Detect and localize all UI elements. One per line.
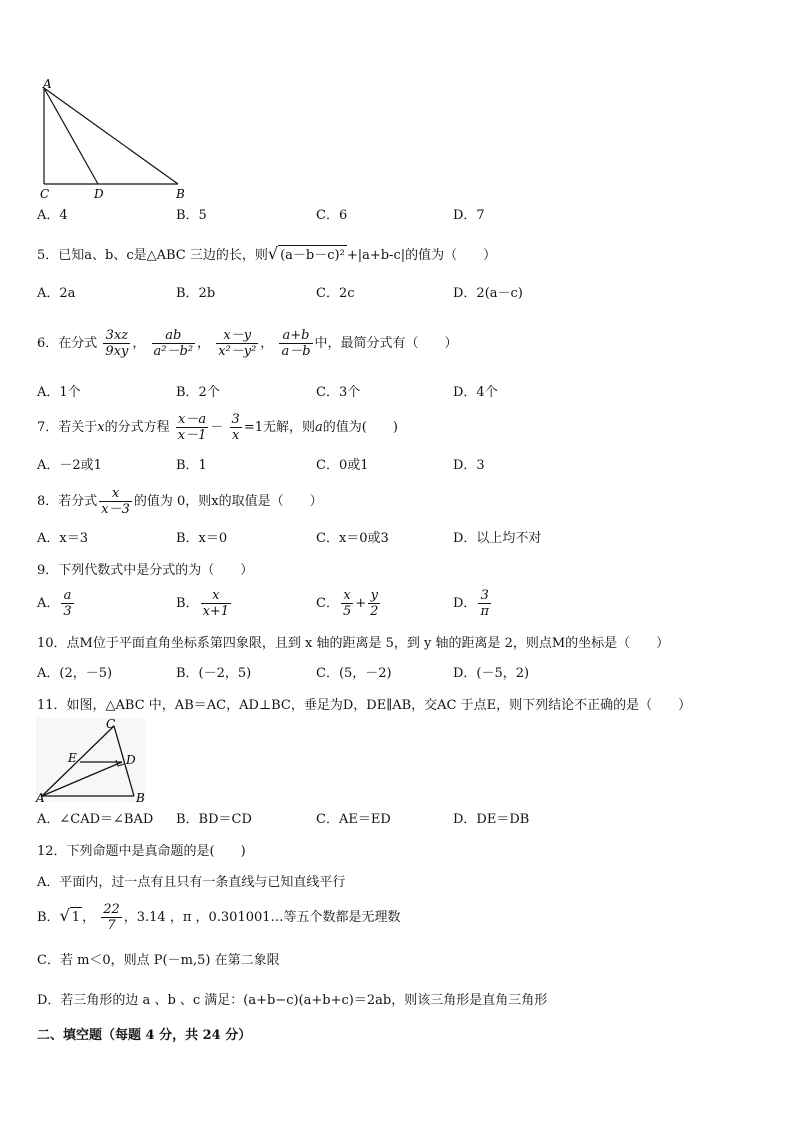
q6-option-a: A．1个 [37,385,81,400]
section-heading-fill-in: 二、填空题（每题 4 分，共 24 分） [37,1028,252,1043]
q10-stem: 10．点M位于平面直角坐标系第四象限，且到 x 轴的距离是 5，到 y 轴的距离是 2，则点M的坐标是（ ） [37,636,670,651]
triangle-figure-q4 [30,78,200,203]
q7-fraction-2: $\frac{3}{x}$ [231,412,240,443]
q8-option-b: B．x＝0 [176,531,228,546]
fig2-label-b: B [136,791,145,805]
q12-option-b: B．√ 1 ， $\frac{22}{7}$ ，3.14 ，π ，0.301001…等五个数都是无理数 [37,902,401,933]
q9-stem: 9．下列代数式中是分式的为（ ） [37,563,254,578]
q4-option-c: C．6 [316,208,348,223]
q11-stem: 11．如图，△ABC 中，AB＝AC，AD⊥BC，垂足为D，DE∥AB，交AC 于点E，则下列结论不正确的是（ ） [37,698,692,713]
q11-option-b: B．BD＝CD [176,812,252,827]
q6-fraction-3: $\frac{x-y}{\text{x²－y²}}$ [218,328,257,359]
q8-option-d: D．以上均不对 [453,531,542,546]
q7-option-c: C．0或1 [316,458,369,473]
q10-option-d: D．(－5，2) [453,666,530,681]
q8-option-a: A．x＝3 [37,531,88,546]
q7-option-a: A．－2或1 [37,458,102,473]
q4-option-d: D．7 [453,208,485,223]
q5-radicand: (a－b－c)² [278,245,347,266]
fig1-label-a: A [43,78,52,91]
q4-option-b: B．5 [176,208,207,223]
q6-fraction-4: $\frac{a+b}{a-b}$ [281,328,311,359]
q10-option-c: C．(5，－2) [316,666,392,681]
q7-stem: 7．若关于x的分式方程 $\frac{x-a}{x-1}$ － $\frac{3}{x}$ =1无解，则a的值为( ) [37,412,398,443]
q9-option-b: B． $\frac{x}{x+1}$ [176,588,230,619]
q5-option-b: B．2b [176,286,216,301]
q12-option-c: C．若 m＜0，则点 P(－m,5) 在第二象限 [37,953,280,968]
q9-option-c: C． $\frac{x}{5}$ + $\frac{y}{2}$ [316,588,379,619]
q6-option-d: D．4个 [453,385,498,400]
q12-stem: 12．下列命题中是真命题的是( ) [37,844,246,859]
q6-option-b: B．2个 [176,385,220,400]
q6-stem: 6．在分式 $\frac{3xz}{9xy}$ ， $\frac{ab}{\text{a²－b²}}$ ， $\frac{x-y}{\text{x²－y²}}$ ， $\frac{a+b}{a-b}$ 中，最简分式有（ ） [37,328,458,359]
q5-stem: 5．已知a、b、c是△ABC 三边的长，则√ (a－b－c)² +|a+b-c|的值为（ ） [37,244,496,266]
q5-option-d: D．2(a－c) [453,286,523,301]
triangle-figure-q11 [32,716,152,806]
q7-option-b: B．1 [176,458,207,473]
fig1-label-c: C [40,187,50,201]
q10-option-a: A．(2，－5) [37,666,113,681]
q10-option-b: B．(－2，5) [176,666,252,681]
q5-option-a: A．2a [37,286,76,301]
q11-option-a: A．∠CAD＝∠BAD [37,812,154,827]
q8-option-c: C．x＝0或3 [316,531,389,546]
fig2-label-e: E [68,751,77,765]
fig2-label-c: C [106,717,116,731]
q7-option-d: D．3 [453,458,485,473]
q8-fraction: $\frac{x}{x-3}$ [101,486,130,517]
fig1-label-d: D [94,187,104,201]
q11-option-c: C．AE＝ED [316,812,391,827]
q12-option-d: D．若三角形的边 a 、b 、c 满足：(a+b−c)(a+b+c)＝2ab，则该三角形是直角三角形 [37,993,548,1008]
q6-fraction-1: $\frac{3xz}{9xy}$ [105,328,129,359]
q7-fraction-1: $\frac{x-a}{x-1}$ [177,412,207,443]
q12-option-a: A．平面内，过一点有且只有一条直线与已知直线平行 [37,875,346,890]
fig1-label-b: B [176,187,185,201]
fig2-label-a: A [36,791,45,805]
q6-option-c: C．3个 [316,385,361,400]
q9-option-a: A． $\frac{a}{3}$ [37,588,72,619]
q11-option-d: D．DE＝DB [453,812,530,827]
q8-stem: 8．若分式 $\frac{x}{x-3}$ 的值为 0，则x的取值是（ ） [37,486,323,517]
q4-option-a: A．4 [37,208,68,223]
fig2-label-d: D [126,753,136,767]
q6-fraction-2: $\frac{ab}{\text{a²－b²}}$ [153,328,194,359]
q5-option-c: C．2c [316,286,355,301]
q9-option-d: D． $\frac{3}{\pi}$ [453,588,489,619]
